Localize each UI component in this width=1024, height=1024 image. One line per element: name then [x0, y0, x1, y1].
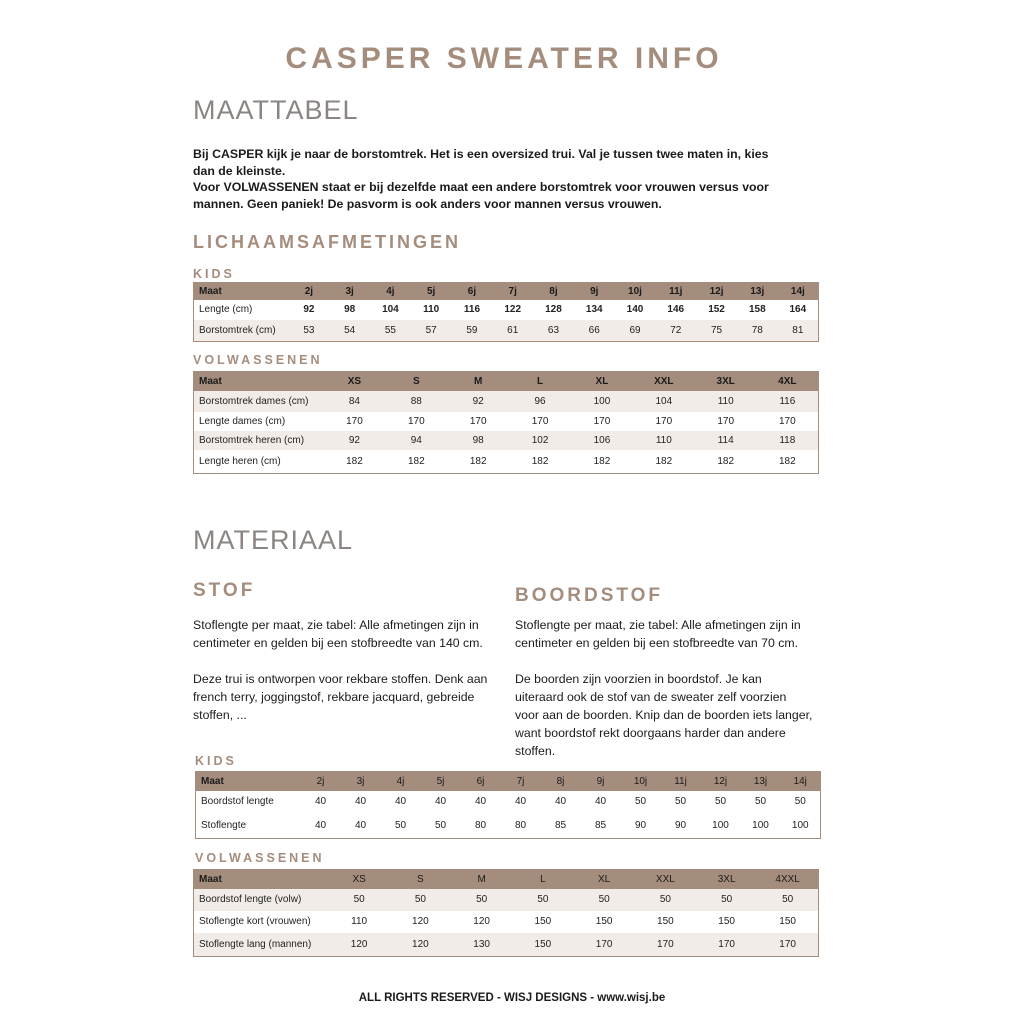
table-header-cell: 13j	[741, 772, 781, 791]
table-cell: 100	[741, 813, 781, 839]
table-cell: 85	[541, 813, 581, 839]
adults-body-table	[193, 371, 819, 474]
table-cell: Lengte heren (cm)	[194, 450, 324, 474]
table-cell: 90	[661, 813, 701, 839]
table-cell: Stoflengte kort (vrouwen)	[194, 911, 329, 933]
table-cell: 170	[633, 412, 695, 431]
table-cell: 170	[509, 412, 571, 431]
table-cell: 72	[655, 320, 696, 342]
table-cell: 182	[633, 450, 695, 474]
table-cell: 170	[574, 933, 635, 957]
table-cell: 102	[509, 431, 571, 450]
table-cell: 140	[615, 300, 656, 320]
table-cell: 50	[696, 889, 757, 911]
table-cell: 50	[741, 791, 781, 813]
table-cell: 100	[701, 813, 741, 839]
table-header-cell: XL	[571, 372, 633, 391]
table-cell: 54	[329, 320, 370, 342]
table-header-cell: 7j	[501, 772, 541, 791]
table-cell: 90	[621, 813, 661, 839]
table-row	[194, 391, 819, 412]
table-cell: 50	[781, 791, 821, 813]
table-header-cell: 11j	[661, 772, 701, 791]
table-header-cell: Maat	[194, 372, 324, 391]
table-header-cell: 3j	[329, 283, 370, 300]
text-line: Stoflengte per maat, zie tabel: Alle afmetingen zijn in	[515, 618, 801, 632]
table-cell: 122	[492, 300, 533, 320]
table-header-cell: 14j	[778, 283, 819, 300]
table-cell: 170	[696, 933, 757, 957]
table-cell: Borstomtrek (cm)	[194, 320, 289, 342]
intro-line: Voor VOLWASSENEN staat er bij dezelfde maat een andere borstomtrek voor vrouwen versus voor	[193, 180, 769, 194]
table-cell: 118	[757, 431, 819, 450]
table-cell: 92	[447, 391, 509, 412]
table-cell: 85	[581, 813, 621, 839]
table-cell: 120	[329, 933, 390, 957]
table-cell: 110	[329, 911, 390, 933]
table-header-cell: 5j	[411, 283, 452, 300]
table-cell: 66	[574, 320, 615, 342]
text-line: uiteraard ook de stof van de sweater zelf voorzien	[515, 690, 787, 704]
table-cell: 98	[447, 431, 509, 450]
table-cell: 40	[341, 791, 381, 813]
table-header-cell: XXL	[635, 870, 696, 889]
table-header-row	[196, 772, 821, 791]
table-row	[194, 933, 819, 957]
table-cell: 104	[633, 391, 695, 412]
table-cell: 182	[324, 450, 386, 474]
text-line: stoffen, ...	[193, 708, 247, 722]
table-cell: 106	[571, 431, 633, 450]
table-header-cell: 10j	[615, 283, 656, 300]
kids-fabric-table	[195, 771, 821, 839]
table-cell: 150	[696, 911, 757, 933]
table-cell: 150	[757, 911, 818, 933]
table-header-cell: 4XL	[757, 372, 819, 391]
table-cell: 150	[635, 911, 696, 933]
table-cell: 92	[289, 300, 330, 320]
table-cell: 50	[574, 889, 635, 911]
table-cell: 50	[381, 813, 421, 839]
table-header-cell: 13j	[737, 283, 778, 300]
table-cell: 116	[452, 300, 493, 320]
table-cell: 50	[701, 791, 741, 813]
table-cell: 55	[370, 320, 411, 342]
table-cell: 170	[385, 412, 447, 431]
text-line: centimeter en gelden bij een stofbreedte van 70 cm.	[515, 636, 799, 650]
table-cell: 50	[451, 889, 512, 911]
table-row	[194, 431, 819, 450]
table-cell: 92	[324, 431, 386, 450]
table-cell: 128	[533, 300, 574, 320]
table-cell: 110	[633, 431, 695, 450]
table-header-cell: 6j	[461, 772, 501, 791]
table-cell: 100	[781, 813, 821, 839]
table-cell: 40	[461, 791, 501, 813]
intro-line: Bij CASPER kijk je naar de borstomtrek. Het is een oversized trui. Val je tussen twee maten in, kies	[193, 147, 769, 161]
table-cell: 63	[533, 320, 574, 342]
table-cell: 182	[571, 450, 633, 474]
table-header-cell: 9j	[574, 283, 615, 300]
table-cell: 120	[390, 933, 451, 957]
text-line: Deze trui is ontworpen voor rekbare stoffen. Denk aan	[193, 672, 488, 686]
table-cell: 170	[757, 933, 818, 957]
table-row	[194, 320, 819, 342]
stof-heading: STOF	[193, 580, 256, 601]
table-row	[194, 450, 819, 474]
table-cell: 50	[621, 791, 661, 813]
table-cell: 40	[381, 791, 421, 813]
kids-body-table	[193, 282, 819, 342]
table-cell: 78	[737, 320, 778, 342]
table-cell: Lengte dames (cm)	[194, 412, 324, 431]
table-header-cell: 11j	[655, 283, 696, 300]
table-cell: 40	[301, 791, 341, 813]
table-header-cell: 14j	[781, 772, 821, 791]
table-cell: 80	[461, 813, 501, 839]
kids-label: KIDS	[195, 754, 237, 768]
table-row	[194, 412, 819, 431]
section-heading-lichaamsafmetingen: LICHAAMSAFMETINGEN	[193, 232, 461, 252]
table-cell: 94	[385, 431, 447, 450]
table-header-cell: 4j	[370, 283, 411, 300]
table-cell: 150	[512, 911, 573, 933]
page-title: CASPER SWEATER INFO	[285, 42, 723, 75]
table-cell: Borstomtrek dames (cm)	[194, 391, 324, 412]
table-cell: 114	[695, 431, 757, 450]
table-cell: 110	[411, 300, 452, 320]
table-header-cell: 3XL	[695, 372, 757, 391]
table-cell: 80	[501, 813, 541, 839]
table-cell: 182	[695, 450, 757, 474]
table-cell: 53	[289, 320, 330, 342]
table-cell: Boordstof lengte (volw)	[194, 889, 329, 911]
adults-label: VOLWASSENEN	[193, 353, 323, 367]
table-row	[194, 911, 819, 933]
table-header-cell: M	[447, 372, 509, 391]
table-cell: 170	[571, 412, 633, 431]
table-header-cell: Maat	[194, 870, 329, 889]
table-cell: 100	[571, 391, 633, 412]
table-row	[196, 813, 821, 839]
table-cell: 104	[370, 300, 411, 320]
adults-label: VOLWASSENEN	[195, 851, 325, 865]
table-header-cell: S	[385, 372, 447, 391]
table-cell: 134	[574, 300, 615, 320]
table-cell: 170	[635, 933, 696, 957]
table-cell: 50	[329, 889, 390, 911]
table-cell: Borstomtrek heren (cm)	[194, 431, 324, 450]
table-header-cell: 9j	[581, 772, 621, 791]
table-cell: 182	[509, 450, 571, 474]
table-header-cell: XXL	[633, 372, 695, 391]
table-header-cell: XS	[329, 870, 390, 889]
table-header-cell: 8j	[541, 772, 581, 791]
boordstof-text	[515, 616, 835, 778]
table-header-row	[194, 870, 819, 889]
intro-line: dan de kleinste.	[193, 163, 286, 178]
intro-text	[193, 146, 833, 212]
table-header-cell: 3XL	[696, 870, 757, 889]
table-cell: Lengte (cm)	[194, 300, 289, 320]
section-heading-maattabel: MAATTABEL	[193, 95, 359, 125]
table-header-cell: Maat	[194, 283, 289, 300]
text-line: centimeter en gelden bij een stofbreedte van 140 cm.	[193, 636, 483, 650]
table-cell: 61	[492, 320, 533, 342]
table-header-cell: 7j	[492, 283, 533, 300]
text-line: stoffen.	[515, 744, 556, 758]
intro-line: mannen. Geen paniek! De pasvorm is ook anders voor mannen versus vrouwen.	[193, 196, 662, 211]
table-header-cell: 12j	[696, 283, 737, 300]
table-cell: 59	[452, 320, 493, 342]
table-cell: Stoflengte	[196, 813, 301, 839]
table-cell: 96	[509, 391, 571, 412]
table-cell: 81	[778, 320, 819, 342]
table-header-cell: XS	[324, 372, 386, 391]
text-line: De boorden zijn voorzien in boordstof. Je kan	[515, 672, 762, 686]
table-header-cell: M	[451, 870, 512, 889]
table-cell: 98	[329, 300, 370, 320]
table-cell: 50	[421, 813, 461, 839]
table-cell: 88	[385, 391, 447, 412]
table-cell: 120	[390, 911, 451, 933]
table-header-cell: Maat	[196, 772, 301, 791]
text-line: want boordstof rekt doorgaans harder dan andere	[515, 726, 786, 740]
table-cell: 182	[447, 450, 509, 474]
table-cell: 40	[541, 791, 581, 813]
boordstof-heading: BOORDSTOF	[515, 585, 664, 606]
table-header-cell: L	[509, 372, 571, 391]
table-cell: 50	[661, 791, 701, 813]
table-header-cell: 2j	[301, 772, 341, 791]
table-cell: 182	[385, 450, 447, 474]
table-header-cell: 4XXL	[757, 870, 818, 889]
table-cell: 40	[501, 791, 541, 813]
table-cell: 170	[757, 412, 819, 431]
table-cell: 50	[757, 889, 818, 911]
table-cell: 150	[512, 933, 573, 957]
table-cell: 146	[655, 300, 696, 320]
table-row	[196, 791, 821, 813]
table-cell: 75	[696, 320, 737, 342]
table-header-cell: 4j	[381, 772, 421, 791]
table-header-cell: 2j	[289, 283, 330, 300]
table-cell: 40	[341, 813, 381, 839]
text-line: voor aan de boorden. Knip dan de boorden iets langer,	[515, 708, 813, 722]
table-cell: 130	[451, 933, 512, 957]
table-header-cell: 12j	[701, 772, 741, 791]
table-cell: 170	[324, 412, 386, 431]
table-cell: 170	[447, 412, 509, 431]
table-header-cell: 6j	[452, 283, 493, 300]
table-cell: 50	[635, 889, 696, 911]
table-header-row	[194, 283, 819, 300]
table-cell: 40	[421, 791, 461, 813]
table-header-cell: 8j	[533, 283, 574, 300]
table-cell: 40	[301, 813, 341, 839]
table-header-cell: 3j	[341, 772, 381, 791]
table-row	[194, 300, 819, 320]
table-cell: 164	[778, 300, 819, 320]
stof-text	[193, 616, 513, 742]
table-cell: 110	[695, 391, 757, 412]
table-cell: Boordstof lengte	[196, 791, 301, 813]
table-row	[194, 889, 819, 911]
adults-fabric-table	[193, 869, 819, 957]
footer-copyright: ALL RIGHTS RESERVED - WISJ DESIGNS - www.wisj.be	[358, 992, 666, 1004]
table-cell: 50	[390, 889, 451, 911]
table-cell: 50	[512, 889, 573, 911]
table-cell: 120	[451, 911, 512, 933]
table-cell: 84	[324, 391, 386, 412]
table-header-row	[194, 372, 819, 391]
kids-label: KIDS	[193, 267, 235, 281]
table-cell: 170	[695, 412, 757, 431]
table-cell: 150	[574, 911, 635, 933]
table-header-cell: 10j	[621, 772, 661, 791]
text-line: Stoflengte per maat, zie tabel: Alle afmetingen zijn in	[193, 618, 479, 632]
table-cell: 57	[411, 320, 452, 342]
text-line: french terry, joggingstof, rekbare jacquard, gebreide	[193, 690, 475, 704]
table-cell: 182	[757, 450, 819, 474]
table-cell: 40	[581, 791, 621, 813]
section-heading-materiaal: MATERIAAL	[193, 525, 354, 555]
table-header-cell: L	[512, 870, 573, 889]
table-header-cell: 5j	[421, 772, 461, 791]
table-cell: 69	[615, 320, 656, 342]
table-cell: 158	[737, 300, 778, 320]
table-cell: 116	[757, 391, 819, 412]
table-cell: Stoflengte lang (mannen)	[194, 933, 329, 957]
table-cell: 152	[696, 300, 737, 320]
table-header-cell: S	[390, 870, 451, 889]
table-header-cell: XL	[574, 870, 635, 889]
